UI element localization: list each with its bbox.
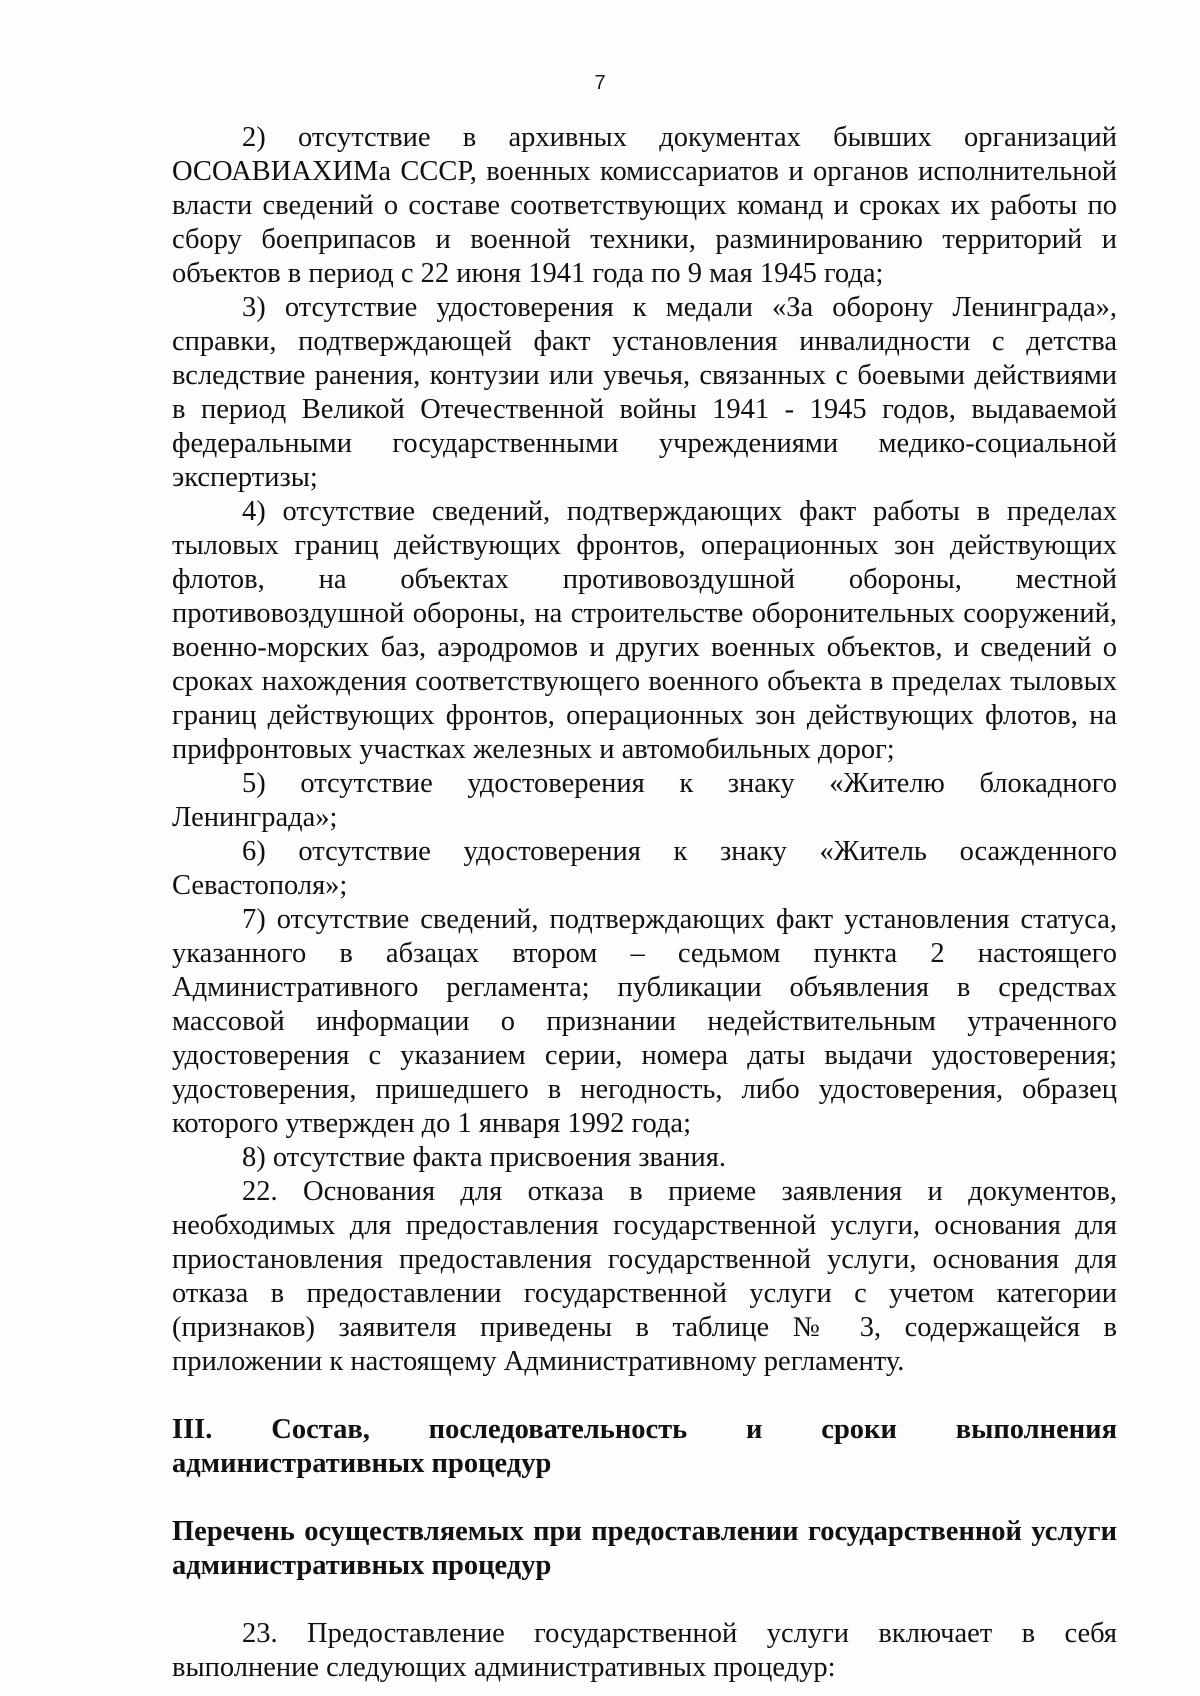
paragraph-item-7: 7) отсутствие сведений, подтверждающих факт установления статуса, указанного в абзацах втором – седьмом пункта 2 настоящего Административного регламента; публикации объявления в средствах массовой информации о признании недействительным утраченного удостоверения с указанием серии, номера даты выдачи удостоверения; удостоверения, пришедшего в негодность, либо удостоверения, образец которого утвержден до 1 января 1992 года;: [172, 904, 1117, 1139]
paragraph-item-6: 6) отсутствие удостоверения к знаку «Житель осажденного Севастополя»;: [172, 836, 1117, 901]
subsection-heading: Перечень осуществляемых при предоставлении государственной услуги административных процедур: [172, 1516, 1117, 1581]
paragraph-item-8: 8) отсутствие факта присвоения звания.: [242, 1142, 726, 1173]
paragraph-clause-22: 22. Основания для отказа в приеме заявления и документов, необходимых для предоставления государственной услуги, основания для приостановления предоставления государственной услуги, основания для отказа в предоставлении государственной услуги с учетом категории (признаков) заявителя приведены в таблице № 3, содержащейся в приложении к настоящему Административному регламенту.: [172, 1176, 1117, 1377]
document-body: [172, 121, 1117, 1685]
section-heading: III. Состав, последовательность и сроки выполнения административных процедур: [172, 1414, 1117, 1479]
paragraph-item-5: 5) отсутствие удостоверения к знаку «Жителю блокадного Ленинграда»;: [172, 768, 1117, 833]
paragraph-item-2: 2) отсутствие в архивных документах бывших организаций ОСОАВИАХИМа СССР, военных комиссариатов и органов исполнительной власти сведений о составе соответствующих команд и сроках их работы по сбору боеприпасов и военной техники, разминированию территорий и объектов в период с 22 июня 1941 года по 9 мая 1945 года;: [172, 122, 1117, 289]
paragraph-item-4: 4) отсутствие сведений, подтверждающих факт работы в пределах тыловых границ действующих фронтов, операционных зон действующих флотов, на объектах противовоздушной обороны, местной противовоздушной обороны, на строительстве оборонительных сооружений, военно-морских баз, аэродромов и других военных объектов, и сведений о сроках нахождения соответствующего военного объекта в пределах тыловых границ действующих фронтов, операционных зон действующих флотов, на прифронтовых участках железных и автомобильных дорог;: [172, 496, 1117, 765]
paragraph-clause-23: 23. Предоставление государственной услуги включает в себя выполнение следующих административных процедур:: [172, 1618, 1117, 1683]
paragraph-item-3: 3) отсутствие удостоверения к медали «За оборону Ленинграда», справки, подтверждающей факт установления инвалидности с детства вследствие ранения, контузии или увечья, связанных с боевыми действиями в период Великой Отечественной войны 1941 - 1945 годов, выдаваемой федеральными государственными учреждениями медико-социальной экспертизы;: [172, 292, 1117, 493]
page-number: 7: [594, 72, 606, 94]
